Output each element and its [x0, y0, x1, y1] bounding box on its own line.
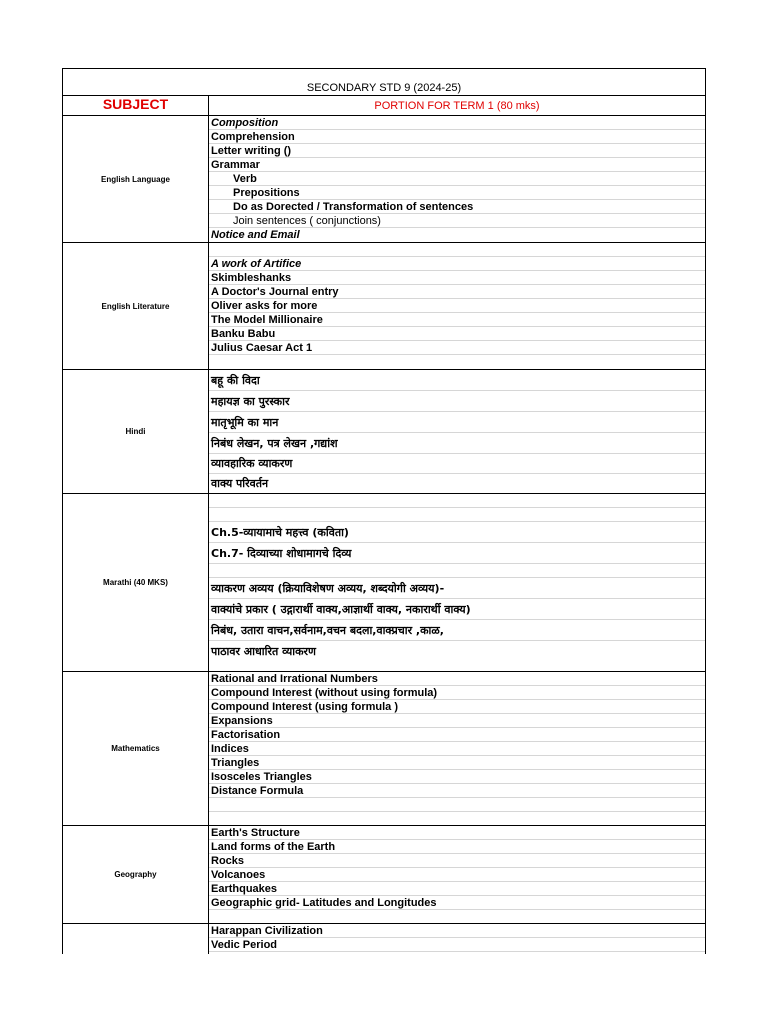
portion-item	[209, 494, 705, 508]
portion-item: Julius Caesar Act 1	[209, 341, 705, 355]
portion-item: Grammar	[209, 158, 705, 172]
portion-item	[209, 243, 705, 257]
subject-column-header: SUBJECT	[102, 96, 169, 112]
portion-item: Comprehension	[209, 130, 705, 144]
portion-item: Distance Formula	[209, 784, 705, 798]
portion-item: Oliver asks for more	[209, 299, 705, 313]
portion-item: Indices	[209, 742, 705, 756]
section-english-literature	[63, 243, 705, 370]
portion-item: व्याकरण अव्यय (क्रियाविशेषण अव्यय, शब्दयोगी अव्यय)-	[209, 578, 705, 599]
portion-item	[209, 564, 705, 578]
portion-item: Compound Interest (without using formula)	[209, 686, 705, 700]
header-row	[63, 96, 705, 116]
section-english-language	[63, 116, 705, 243]
portion-list	[208, 672, 705, 825]
portion-item: Skimbleshanks	[209, 271, 705, 285]
table-title: SECONDARY STD 9 (2024-25)	[63, 69, 705, 96]
portion-item: मातृभूमि का मान	[209, 412, 705, 433]
portion-item: Letter writing ()	[209, 144, 705, 158]
portion-item: Harappan Civilization	[209, 924, 705, 938]
portion-item: Earth's Structure	[209, 826, 705, 840]
subject-name: Marathi (40 MKS)	[103, 578, 168, 587]
portion-item: निबंध लेखन, पत्र लेखन ,गद्यांश	[209, 433, 705, 454]
portion-item: Compound Interest (using formula )	[209, 700, 705, 714]
subject-name: English Language	[101, 174, 170, 184]
portion-item	[209, 508, 705, 522]
portion-list	[208, 116, 705, 242]
portion-item	[209, 812, 705, 826]
portion-item	[209, 355, 705, 369]
subject-name: Mathematics	[111, 744, 160, 753]
portion-item: Ch.5-व्यायामाचे महत्त्व (कविता)	[209, 522, 705, 543]
portion-item: Rational and Irrational Numbers	[209, 672, 705, 686]
portion-item: Composition	[209, 116, 705, 130]
subject-name: English Literature	[101, 301, 170, 311]
portion-item: Isosceles Triangles	[209, 770, 705, 784]
portion-item: A work of Artifice	[209, 257, 705, 271]
portion-item: Join sentences ( conjunctions)	[209, 214, 705, 228]
portion-item: Land forms of the Earth	[209, 840, 705, 854]
portion-item: वाक्य परिवर्तन	[211, 477, 269, 490]
portion-item: Verb	[209, 172, 705, 186]
portion-item: Rocks	[209, 854, 705, 868]
portion-item: Ch.7- दिव्याच्या शोधामागचे दिव्य	[209, 543, 705, 564]
portion-item: वाक्यांचे प्रकार ( उद्गारार्थी वाक्य,आज्ञार्थी वाक्य, नकारार्थी वाक्य)	[209, 599, 705, 620]
portion-item: Expansions	[209, 714, 705, 728]
portion-item: बहू की विदा	[209, 370, 705, 391]
syllabus-table	[62, 68, 706, 954]
portion-item: A Doctor's Journal entry	[209, 285, 705, 299]
portion-item: Triangles	[209, 756, 705, 770]
portion-list	[208, 924, 705, 954]
portion-item: Earthquakes	[209, 882, 705, 896]
section-hindi	[63, 370, 705, 494]
portion-item: Geographic grid- Latitudes and Longitudes	[209, 896, 705, 910]
portion-item: व्यावहारिक व्याकरण	[209, 454, 705, 474]
portion-item: महायज्ञ का पुरस्कार	[209, 391, 705, 412]
portion-list	[208, 494, 705, 671]
subject-name: Geography	[114, 870, 157, 879]
portion-item: Volcanoes	[209, 868, 705, 882]
portion-item: Vedic Period	[209, 938, 705, 952]
subject-name: Hindi	[125, 427, 146, 436]
section-mathematics	[63, 672, 705, 826]
portion-item: Prepositions	[209, 186, 705, 200]
portion-item: पाठावर आधारित व्याकरण	[211, 645, 316, 658]
portion-item: Do as Dorected / Transformation of sentences	[209, 200, 705, 214]
portion-list	[208, 370, 705, 493]
portion-item: Notice and Email	[211, 229, 300, 241]
portion-item: Banku Babu	[209, 327, 705, 341]
portion-column-header: PORTION FOR TERM 1 (80 mks)	[208, 96, 705, 115]
portion-item	[209, 798, 705, 812]
portion-item	[209, 910, 705, 924]
section-geography	[63, 826, 705, 924]
section-marathi	[63, 494, 705, 672]
section-history	[63, 924, 705, 954]
portion-item: The Model Millionaire	[209, 313, 705, 327]
portion-item: Factorisation	[209, 728, 705, 742]
subject-name	[63, 924, 208, 954]
portion-list	[208, 243, 705, 369]
portion-item: निबंध, उतारा वाचन,सर्वनाम,वचन बदला,वाक्प्रचार ,काळ,	[209, 620, 705, 641]
portion-list	[208, 826, 705, 923]
